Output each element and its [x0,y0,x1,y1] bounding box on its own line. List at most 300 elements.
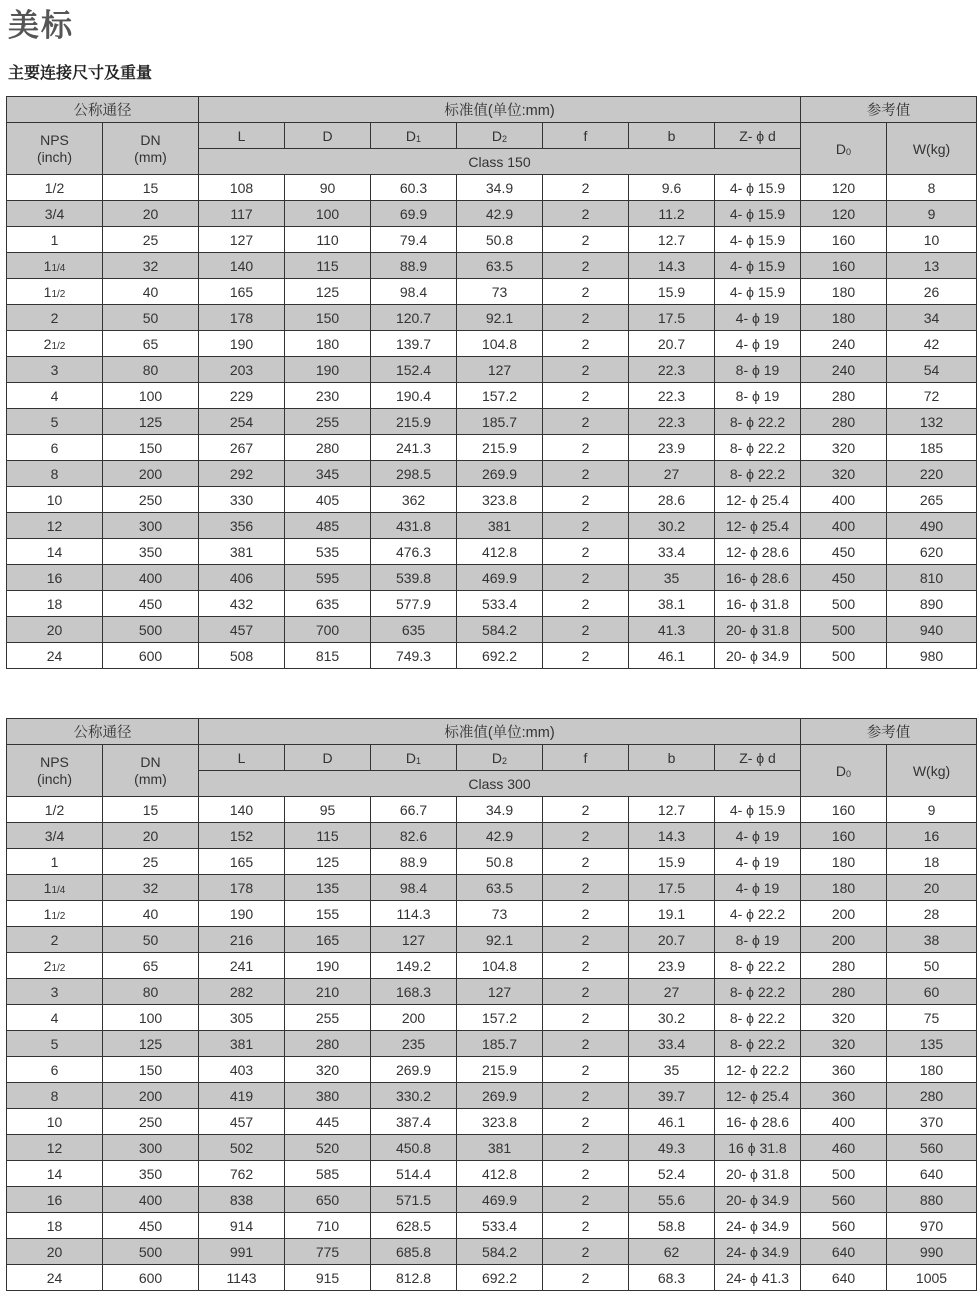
cell-f: 2 [543,565,629,591]
cell-nps-value: 3 [50,361,59,378]
cell-f: 2 [543,513,629,539]
cell-d2: 157.2 [457,383,543,409]
cell-weight: 980 [887,643,977,669]
cell-l: 178 [199,875,285,901]
table-row [7,487,977,513]
cell-b: 41.3 [629,617,715,643]
cell-f: 2 [543,1265,629,1291]
cell-dn: 32 [103,875,199,901]
cell-d1: 98.4 [371,279,457,305]
cell-d2: 381 [457,513,543,539]
cell-d2: 469.9 [457,565,543,591]
cell-d2: 73 [457,279,543,305]
cell-d1: 215.9 [371,409,457,435]
cell-d1: 69.9 [371,201,457,227]
cell-nps-value: 2 [50,309,59,326]
cell-f: 2 [543,331,629,357]
table-row [7,823,977,849]
header-reference: 参考值 [801,97,977,123]
cell-f: 2 [543,1109,629,1135]
cell-d0: 500 [801,591,887,617]
cell-z-phi-d: 12- ϕ 25.4 [715,1083,801,1109]
cell-b: 22.3 [629,409,715,435]
cell-d0: 320 [801,1031,887,1057]
cell-d0: 640 [801,1239,887,1265]
table-row [7,927,977,953]
cell-b: 58.8 [629,1213,715,1239]
cell-nps [7,1213,103,1239]
header-weight: W(kg) [887,123,977,175]
cell-nps-value: 20 [46,621,63,638]
cell-nps-value: 6 [50,439,59,456]
cell-b: 9.6 [629,175,715,201]
cell-l: 292 [199,461,285,487]
cell-d0: 120 [801,175,887,201]
header-nps-unit: (inch) [36,148,72,165]
cell-l: 178 [199,305,285,331]
header-nps-unit: (inch) [36,770,72,787]
cell-dn: 400 [103,565,199,591]
cell-z-phi-d: 8- ϕ 22.2 [715,461,801,487]
cell-b: 27 [629,979,715,1005]
cell-l: 419 [199,1083,285,1109]
class-label: Class 150 [199,149,801,175]
cell-dn: 300 [103,513,199,539]
cell-d2: 533.4 [457,1213,543,1239]
cell-d1: 66.7 [371,797,457,823]
header-d2 [457,745,543,771]
cell-l: 127 [199,227,285,253]
cell-f: 2 [543,797,629,823]
cell-l: 991 [199,1239,285,1265]
cell-f: 2 [543,435,629,461]
cell-d1: 431.8 [371,513,457,539]
cell-d2: 323.8 [457,487,543,513]
table-row [7,539,977,565]
cell-b: 15.9 [629,279,715,305]
cell-d0: 500 [801,643,887,669]
cell-d1: 88.9 [371,253,457,279]
cell-d1: 139.7 [371,331,457,357]
cell-d0: 180 [801,875,887,901]
cell-dn: 450 [103,1213,199,1239]
header-dn-unit: (mm) [134,770,167,787]
cell-nps [7,1135,103,1161]
cell-d0: 280 [801,979,887,1005]
cell-l: 432 [199,591,285,617]
table-row [7,409,977,435]
header-d0 [801,123,887,175]
table-row [7,1083,977,1109]
cell-d2: 34.9 [457,175,543,201]
header-d0-main: D [835,762,847,779]
cell-dn: 500 [103,1239,199,1265]
cell-d0: 160 [801,823,887,849]
cell-d1: 82.6 [371,823,457,849]
cell-b: 27 [629,461,715,487]
cell-d1: 149.2 [371,953,457,979]
cell-d2: 50.8 [457,227,543,253]
cell-nps [7,1031,103,1057]
cell-d2: 157.2 [457,1005,543,1031]
cell-z-phi-d: 4- ϕ 19 [715,305,801,331]
cell-l: 403 [199,1057,285,1083]
cell-d1: 98.4 [371,875,457,901]
cell-weight: 810 [887,565,977,591]
cell-d0: 400 [801,487,887,513]
cell-d2: 584.2 [457,1239,543,1265]
cell-nps [7,1187,103,1213]
cell-d: 345 [285,461,371,487]
cell-nps-value: 1 [50,231,59,248]
cell-d1: 387.4 [371,1109,457,1135]
cell-d2: 127 [457,979,543,1005]
cell-d2: 104.8 [457,953,543,979]
cell-z-phi-d: 12- ϕ 28.6 [715,539,801,565]
cell-z-phi-d: 20- ϕ 34.9 [715,1187,801,1213]
cell-d: 90 [285,175,371,201]
header-d2-main: D [491,749,503,766]
cell-dn: 600 [103,643,199,669]
cell-d: 190 [285,953,371,979]
table-row [7,1135,977,1161]
header-f: f [543,123,629,149]
cell-nps-value: 24 [46,1269,63,1286]
cell-nps [7,253,103,279]
cell-d0: 500 [801,617,887,643]
cell-d: 125 [285,849,371,875]
cell-nps-value: 24 [46,647,63,664]
cell-d: 210 [285,979,371,1005]
header-d0 [801,745,887,797]
cell-dn: 15 [103,797,199,823]
cell-f: 2 [543,617,629,643]
cell-nps-fraction: 1/2 [51,910,66,922]
cell-dn: 150 [103,1057,199,1083]
cell-f: 2 [543,901,629,927]
cell-nps [7,849,103,875]
cell-weight: 620 [887,539,977,565]
cell-d0: 400 [801,513,887,539]
cell-z-phi-d: 4- ϕ 15.9 [715,797,801,823]
cell-d1: 241.3 [371,435,457,461]
cell-b: 49.3 [629,1135,715,1161]
header-nps [7,745,103,797]
cell-d0: 320 [801,1005,887,1031]
cell-z-phi-d: 12- ϕ 22.2 [715,1057,801,1083]
cell-d: 135 [285,875,371,901]
cell-nps-value: 1 [50,853,59,870]
cell-nps-value: 18 [46,1217,63,1234]
table-row [7,979,977,1005]
header-d: D [285,745,371,771]
cell-d2: 104.8 [457,331,543,357]
cell-d2: 92.1 [457,927,543,953]
cell-f: 2 [543,1031,629,1057]
cell-nps-value: 2 [50,931,59,948]
cell-d1: 577.9 [371,591,457,617]
header-d1 [371,123,457,149]
cell-b: 11.2 [629,201,715,227]
cell-d1: 514.4 [371,1161,457,1187]
cell-d0: 240 [801,357,887,383]
table-row [7,1109,977,1135]
cell-f: 2 [543,643,629,669]
cell-dn: 65 [103,953,199,979]
cell-nps-value: 4 [50,1009,59,1026]
cell-b: 33.4 [629,539,715,565]
cell-d: 100 [285,201,371,227]
table-row [7,591,977,617]
cell-d: 165 [285,927,371,953]
cell-f: 2 [543,279,629,305]
cell-z-phi-d: 4- ϕ 19 [715,331,801,357]
cell-nps [7,357,103,383]
cell-nps [7,227,103,253]
cell-d1: 685.8 [371,1239,457,1265]
cell-nps-value: 1/2 [44,801,65,818]
cell-z-phi-d: 8- ϕ 22.2 [715,1005,801,1031]
header-d0-main: D [835,140,847,157]
cell-weight: 28 [887,901,977,927]
table-row [7,461,977,487]
table-row [7,901,977,927]
cell-d0: 180 [801,305,887,331]
cell-z-phi-d: 12- ϕ 25.4 [715,487,801,513]
cell-l: 117 [199,201,285,227]
cell-f: 2 [543,1005,629,1031]
cell-z-phi-d: 24- ϕ 34.9 [715,1213,801,1239]
cell-d1: 298.5 [371,461,457,487]
cell-z-phi-d: 4- ϕ 15.9 [715,279,801,305]
cell-weight: 560 [887,1135,977,1161]
section-subtitle: 主要连接尺寸及重量 [8,63,153,82]
cell-l: 241 [199,953,285,979]
cell-d0: 400 [801,1109,887,1135]
cell-l: 406 [199,565,285,591]
cell-l: 508 [199,643,285,669]
cell-d: 635 [285,591,371,617]
cell-z-phi-d: 4- ϕ 15.9 [715,175,801,201]
cell-d: 700 [285,617,371,643]
cell-dn: 65 [103,331,199,357]
cell-nps [7,175,103,201]
cell-nps-value: 2 [43,957,52,974]
cell-nps [7,435,103,461]
cell-nps-value: 12 [46,517,63,534]
cell-d2: 63.5 [457,875,543,901]
cell-d0: 160 [801,227,887,253]
cell-d: 280 [285,1031,371,1057]
cell-b: 46.1 [629,1109,715,1135]
header-dn [103,123,199,175]
class-300-table [6,718,977,1291]
cell-d0: 320 [801,435,887,461]
cell-nps [7,513,103,539]
cell-f: 2 [543,1239,629,1265]
cell-f: 2 [543,539,629,565]
cell-weight: 132 [887,409,977,435]
cell-nps-value: 16 [46,1191,63,1208]
cell-d1: 152.4 [371,357,457,383]
cell-l: 229 [199,383,285,409]
cell-d0: 280 [801,383,887,409]
cell-d: 650 [285,1187,371,1213]
cell-nps [7,643,103,669]
table-row [7,305,977,331]
cell-f: 2 [543,823,629,849]
cell-dn: 15 [103,175,199,201]
cell-f: 2 [543,1083,629,1109]
cell-b: 17.5 [629,875,715,901]
cell-l: 165 [199,279,285,305]
cell-f: 2 [543,461,629,487]
cell-f: 2 [543,357,629,383]
cell-d: 255 [285,1005,371,1031]
cell-l: 282 [199,979,285,1005]
cell-b: 22.3 [629,383,715,409]
cell-weight: 20 [887,875,977,901]
cell-nps [7,201,103,227]
cell-b: 38.1 [629,591,715,617]
table-row [7,1187,977,1213]
cell-l: 305 [199,1005,285,1031]
cell-d0: 360 [801,1083,887,1109]
cell-dn: 125 [103,409,199,435]
header-d2-main: D [491,127,503,144]
cell-d0: 450 [801,539,887,565]
cell-weight: 185 [887,435,977,461]
header-d1-main: D [405,127,417,144]
cell-l: 140 [199,797,285,823]
cell-l: 381 [199,539,285,565]
table-row [7,849,977,875]
cell-b: 20.7 [629,927,715,953]
table-row [7,875,977,901]
cell-d1: 114.3 [371,901,457,927]
cell-d0: 560 [801,1213,887,1239]
header-d1-main: D [405,749,417,766]
cell-f: 2 [543,849,629,875]
cell-nps-value: 1/2 [44,179,65,196]
cell-l: 914 [199,1213,285,1239]
cell-l: 1143 [199,1265,285,1291]
cell-nps-value: 18 [46,595,63,612]
cell-z-phi-d: 8- ϕ 19 [715,357,801,383]
cell-weight: 880 [887,1187,977,1213]
cell-b: 39.7 [629,1083,715,1109]
cell-weight: 490 [887,513,977,539]
cell-nps-value: 10 [46,1113,63,1130]
cell-d: 115 [285,253,371,279]
header-weight: W(kg) [887,745,977,797]
header-standard: 标准值(单位:mm) [199,719,801,745]
cell-f: 2 [543,305,629,331]
cell-z-phi-d: 24- ϕ 41.3 [715,1265,801,1291]
header-f: f [543,745,629,771]
cell-weight: 1005 [887,1265,977,1291]
cell-z-phi-d: 16 ϕ 31.8 [715,1135,801,1161]
cell-d: 150 [285,305,371,331]
cell-weight: 38 [887,927,977,953]
cell-nps [7,1083,103,1109]
cell-z-phi-d: 12- ϕ 25.4 [715,513,801,539]
table-row [7,565,977,591]
cell-nps [7,1109,103,1135]
table-row [7,513,977,539]
cell-d: 520 [285,1135,371,1161]
cell-d2: 692.2 [457,1265,543,1291]
cell-dn: 50 [103,927,199,953]
cell-z-phi-d: 16- ϕ 28.6 [715,565,801,591]
cell-b: 17.5 [629,305,715,331]
cell-f: 2 [543,201,629,227]
cell-weight: 890 [887,591,977,617]
cell-dn: 150 [103,435,199,461]
cell-dn: 80 [103,357,199,383]
cell-nps-value: 1 [43,283,52,300]
cell-z-phi-d: 4- ϕ 15.9 [715,227,801,253]
cell-d0: 460 [801,1135,887,1161]
cell-z-phi-d: 4- ϕ 19 [715,823,801,849]
cell-b: 20.7 [629,331,715,357]
cell-dn: 20 [103,201,199,227]
cell-z-phi-d: 8- ϕ 22.2 [715,979,801,1005]
cell-b: 23.9 [629,435,715,461]
cell-z-phi-d: 20- ϕ 34.9 [715,643,801,669]
cell-l: 203 [199,357,285,383]
cell-b: 55.6 [629,1187,715,1213]
cell-nps [7,1239,103,1265]
cell-weight: 9 [887,201,977,227]
cell-d0: 640 [801,1265,887,1291]
cell-dn: 200 [103,1083,199,1109]
cell-nps-fraction: 1/4 [51,262,66,274]
cell-nps-value: 2 [43,335,52,352]
cell-d1: 362 [371,487,457,513]
cell-d0: 360 [801,1057,887,1083]
cell-d0: 450 [801,565,887,591]
cell-nps-value: 20 [46,1243,63,1260]
cell-dn: 125 [103,1031,199,1057]
cell-weight: 180 [887,1057,977,1083]
header-standard: 标准值(单位:mm) [199,97,801,123]
cell-z-phi-d: 20- ϕ 31.8 [715,617,801,643]
cell-f: 2 [543,487,629,513]
cell-z-phi-d: 8- ϕ 19 [715,927,801,953]
cell-d2: 42.9 [457,201,543,227]
cell-d0: 160 [801,253,887,279]
cell-nps [7,617,103,643]
cell-weight: 75 [887,1005,977,1031]
cell-d2: 50.8 [457,849,543,875]
cell-z-phi-d: 8- ϕ 22.2 [715,953,801,979]
cell-dn: 400 [103,1187,199,1213]
header-d2-sub: 2 [502,755,508,766]
cell-nps-value: 3 [50,983,59,1000]
cell-dn: 250 [103,487,199,513]
cell-nps [7,1265,103,1291]
cell-weight: 54 [887,357,977,383]
cell-d0: 200 [801,927,887,953]
cell-d2: 584.2 [457,617,543,643]
cell-nps-fraction: 1/4 [51,884,66,896]
cell-d1: 476.3 [371,539,457,565]
cell-nps [7,539,103,565]
cell-b: 33.4 [629,1031,715,1057]
cell-weight: 640 [887,1161,977,1187]
cell-z-phi-d: 8- ϕ 22.2 [715,435,801,461]
